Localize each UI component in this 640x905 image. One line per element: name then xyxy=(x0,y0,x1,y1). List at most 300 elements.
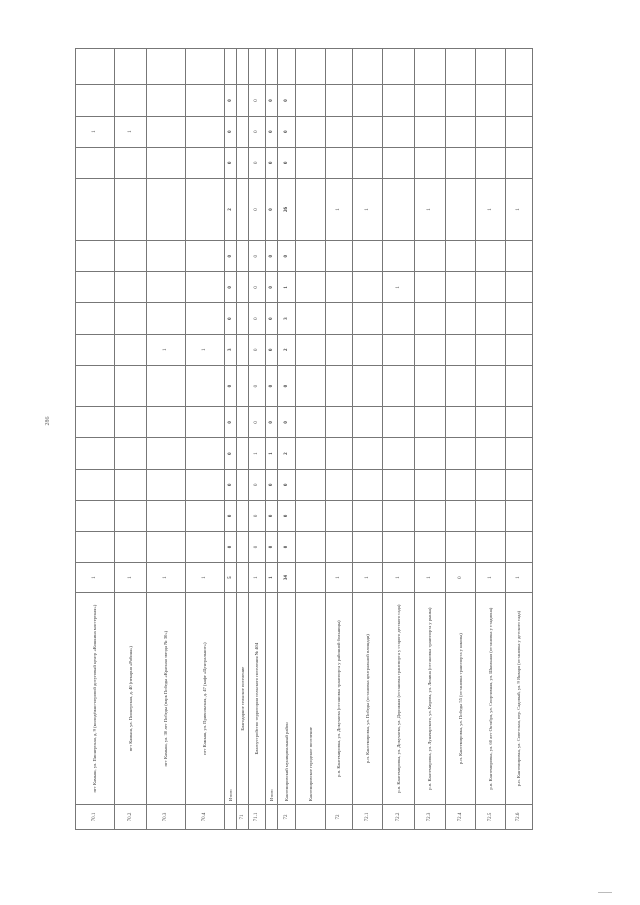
value-cell xyxy=(296,116,326,147)
value-cell: 1 xyxy=(415,178,446,240)
value-cell xyxy=(76,407,115,438)
row-name: пгт Камыш, ул. 30 лет Победы (парк Победы «Красная звезда № 30») xyxy=(147,593,186,805)
value-cell xyxy=(278,49,296,85)
value-cell xyxy=(237,531,249,562)
value-cell xyxy=(237,272,249,303)
page-number: 286 xyxy=(45,416,51,426)
value-cell: 1 xyxy=(383,563,415,593)
value-cell xyxy=(353,334,383,365)
value-cell: 0 xyxy=(225,272,237,303)
value-cell xyxy=(476,147,506,178)
value-cell xyxy=(415,365,446,407)
value-cell: 0 xyxy=(249,365,266,407)
value-cell: 0 xyxy=(249,147,266,178)
value-cell: 0 xyxy=(249,116,266,147)
value-cell xyxy=(296,365,326,407)
value-cell xyxy=(186,147,225,178)
value-cell xyxy=(186,272,225,303)
value-cell xyxy=(506,85,533,116)
value-cell xyxy=(326,469,353,500)
value-cell xyxy=(476,500,506,531)
value-cell: 0 xyxy=(225,147,237,178)
value-cell xyxy=(476,334,506,365)
value-cell xyxy=(115,147,147,178)
row-code: 72 xyxy=(326,805,353,830)
row-name: Итого xyxy=(266,593,278,805)
value-cell xyxy=(446,407,476,438)
value-cell xyxy=(147,178,186,240)
value-cell: 0 xyxy=(278,365,296,407)
value-cell xyxy=(115,85,147,116)
value-cell xyxy=(383,178,415,240)
row-code: 71 xyxy=(237,805,249,830)
value-cell xyxy=(76,334,115,365)
value-cell xyxy=(296,85,326,116)
value-cell xyxy=(147,272,186,303)
table-row xyxy=(446,49,476,830)
value-cell: 2 xyxy=(278,334,296,365)
value-cell xyxy=(115,334,147,365)
value-cell xyxy=(476,241,506,272)
value-cell xyxy=(237,563,249,593)
value-cell xyxy=(415,407,446,438)
value-cell xyxy=(415,531,446,562)
row-code xyxy=(296,805,326,830)
value-cell: 0 xyxy=(266,178,278,240)
table-row xyxy=(115,49,147,830)
value-cell xyxy=(186,49,225,85)
table-row xyxy=(383,49,415,830)
value-cell xyxy=(237,49,249,85)
row-code xyxy=(266,805,278,830)
value-cell: 0 xyxy=(249,272,266,303)
value-cell xyxy=(186,469,225,500)
value-cell xyxy=(506,438,533,469)
value-cell xyxy=(353,531,383,562)
value-cell xyxy=(415,500,446,531)
value-cell xyxy=(296,178,326,240)
row-name: Кантемировское городское поселение xyxy=(296,593,326,805)
value-cell xyxy=(415,49,446,85)
value-cell xyxy=(383,147,415,178)
value-cell: 1 xyxy=(415,563,446,593)
row-code: 70.2 xyxy=(115,805,147,830)
table-row xyxy=(353,49,383,830)
value-cell xyxy=(446,49,476,85)
value-cell xyxy=(415,438,446,469)
row-name: р.п. Кантемировка, ул. Луначарского, ул. Кирова, ул. Ленина (остановка транспорта у рынка) xyxy=(415,593,446,805)
table-row xyxy=(147,49,186,830)
value-cell xyxy=(115,303,147,334)
value-cell xyxy=(326,49,353,85)
value-cell xyxy=(186,241,225,272)
value-cell xyxy=(296,49,326,85)
value-cell xyxy=(115,365,147,407)
value-cell: 1 xyxy=(115,563,147,593)
value-cell: 0 xyxy=(225,241,237,272)
value-cell: 1 xyxy=(249,438,266,469)
row-name: р.п. Кантемировка, ул. Докучаева (остановка транспорта у районной больницы) xyxy=(326,593,353,805)
value-cell xyxy=(115,49,147,85)
value-cell xyxy=(506,500,533,531)
value-cell xyxy=(353,272,383,303)
row-name: пгт Камыш, ул. Пионерская, д. 9 (молодёжно-игровой досуговый центр «Кошкина мастерская») xyxy=(76,593,115,805)
value-cell xyxy=(506,116,533,147)
value-cell: 0 xyxy=(266,116,278,147)
value-cell xyxy=(353,438,383,469)
value-cell xyxy=(296,334,326,365)
value-cell: 1 xyxy=(147,563,186,593)
value-cell: 1 xyxy=(506,563,533,593)
row-name: р.п. Кантемировка, ул. Докучаева, ул. Дорожная (остановка транспорта у старого детского сада) xyxy=(383,593,415,805)
table-row xyxy=(249,49,266,830)
value-cell xyxy=(237,438,249,469)
value-cell: 1 xyxy=(186,334,225,365)
value-cell xyxy=(186,365,225,407)
value-cell xyxy=(446,469,476,500)
value-cell: 0 xyxy=(266,407,278,438)
value-cell: 2 xyxy=(278,438,296,469)
value-cell xyxy=(326,241,353,272)
value-cell: 1 xyxy=(76,116,115,147)
value-cell xyxy=(225,49,237,85)
value-cell xyxy=(383,116,415,147)
value-cell xyxy=(76,241,115,272)
value-cell xyxy=(76,438,115,469)
value-cell xyxy=(415,334,446,365)
value-cell xyxy=(296,303,326,334)
value-cell xyxy=(446,500,476,531)
value-cell xyxy=(506,365,533,407)
value-cell xyxy=(237,241,249,272)
value-cell xyxy=(186,116,225,147)
value-cell: 0 xyxy=(249,407,266,438)
value-cell: 0 xyxy=(249,500,266,531)
value-cell xyxy=(296,147,326,178)
value-cell xyxy=(326,334,353,365)
value-cell xyxy=(476,303,506,334)
value-cell xyxy=(76,49,115,85)
value-cell xyxy=(446,272,476,303)
value-cell: 0 xyxy=(249,241,266,272)
value-cell xyxy=(446,178,476,240)
value-cell xyxy=(296,407,326,438)
value-cell: 1 xyxy=(147,334,186,365)
table-row xyxy=(296,49,326,830)
value-cell xyxy=(506,469,533,500)
value-cell xyxy=(147,85,186,116)
value-cell xyxy=(115,178,147,240)
value-cell xyxy=(76,178,115,240)
value-cell xyxy=(353,85,383,116)
value-cell xyxy=(326,116,353,147)
value-cell xyxy=(506,531,533,562)
value-cell xyxy=(383,365,415,407)
row-code: 72.1 xyxy=(353,805,383,830)
value-cell xyxy=(353,49,383,85)
value-cell xyxy=(147,147,186,178)
value-cell xyxy=(383,531,415,562)
value-cell xyxy=(237,469,249,500)
value-cell xyxy=(446,303,476,334)
value-cell xyxy=(76,85,115,116)
value-cell xyxy=(147,469,186,500)
row-name: Итого xyxy=(225,593,237,805)
value-cell xyxy=(296,438,326,469)
value-cell xyxy=(186,178,225,240)
value-cell: 1 xyxy=(326,563,353,593)
value-cell xyxy=(383,438,415,469)
value-cell: 1 xyxy=(476,178,506,240)
value-cell xyxy=(446,334,476,365)
value-cell xyxy=(115,241,147,272)
value-cell xyxy=(353,469,383,500)
value-cell xyxy=(446,438,476,469)
value-cell xyxy=(115,531,147,562)
value-cell xyxy=(415,116,446,147)
value-cell: 0 xyxy=(225,116,237,147)
value-cell xyxy=(383,469,415,500)
value-cell xyxy=(383,49,415,85)
value-cell xyxy=(147,365,186,407)
value-cell: 0 xyxy=(225,407,237,438)
value-cell xyxy=(115,272,147,303)
value-cell: 3 xyxy=(225,334,237,365)
value-cell xyxy=(326,438,353,469)
row-name: пгт Камыш, ул. Пионерская, д. 40 (пекарня «Рябина») xyxy=(115,593,147,805)
value-cell: 0 xyxy=(266,500,278,531)
value-cell xyxy=(506,49,533,85)
row-code: 72.3 xyxy=(415,805,446,830)
value-cell xyxy=(353,241,383,272)
value-cell xyxy=(446,531,476,562)
value-cell: 0 xyxy=(278,116,296,147)
table-row xyxy=(326,49,353,830)
value-cell xyxy=(446,147,476,178)
value-cell xyxy=(353,365,383,407)
value-cell xyxy=(186,500,225,531)
value-cell: 0 xyxy=(249,469,266,500)
row-code xyxy=(225,805,237,830)
value-cell: 1 xyxy=(266,438,278,469)
value-cell xyxy=(326,272,353,303)
value-cell xyxy=(506,303,533,334)
row-code: 72.6 xyxy=(506,805,533,830)
row-name: р.п. Кантемировка, ул. Победы (остановка центральной площади) xyxy=(353,593,383,805)
value-cell xyxy=(383,241,415,272)
value-cell xyxy=(446,85,476,116)
value-cell xyxy=(76,500,115,531)
value-cell xyxy=(476,469,506,500)
value-cell xyxy=(476,531,506,562)
value-cell xyxy=(506,407,533,438)
value-cell: 2 xyxy=(225,178,237,240)
value-cell xyxy=(115,500,147,531)
table-row xyxy=(278,49,296,830)
value-cell xyxy=(415,469,446,500)
table-row xyxy=(506,49,533,830)
value-cell xyxy=(147,531,186,562)
value-cell xyxy=(506,241,533,272)
value-cell xyxy=(383,334,415,365)
value-cell: 0 xyxy=(225,303,237,334)
value-cell: 0 xyxy=(249,531,266,562)
value-cell xyxy=(237,147,249,178)
value-cell xyxy=(115,469,147,500)
value-cell xyxy=(446,241,476,272)
value-cell xyxy=(326,303,353,334)
value-cell: 0 xyxy=(278,241,296,272)
value-cell: 1 xyxy=(506,178,533,240)
value-cell: 0 xyxy=(225,365,237,407)
row-name: р.п. Кантемировка, ул. 60 лет Октября, ул. Спортивная, ул. Школьная (остановка у стадиона) xyxy=(476,593,506,805)
row-code: 70.1 xyxy=(76,805,115,830)
value-cell xyxy=(476,407,506,438)
value-cell: 0 xyxy=(278,469,296,500)
value-cell xyxy=(237,365,249,407)
value-cell: 26 xyxy=(278,178,296,240)
row-code: 72.4 xyxy=(446,805,476,830)
row-name: р.п. Кантемировка, ул. Советская, пер. Садовый, ул. 9 Января (остановка у детского сада) xyxy=(506,593,533,805)
value-cell xyxy=(147,241,186,272)
value-cell xyxy=(383,407,415,438)
row-code: 70.4 xyxy=(186,805,225,830)
value-cell xyxy=(186,85,225,116)
value-cell xyxy=(296,531,326,562)
value-cell xyxy=(76,365,115,407)
value-cell xyxy=(353,500,383,531)
value-cell xyxy=(476,85,506,116)
value-cell xyxy=(326,85,353,116)
value-cell: 1 xyxy=(383,272,415,303)
value-cell: 0 xyxy=(249,303,266,334)
row-name: Благоустройство территории сельского поселения № 404 xyxy=(249,593,266,805)
value-cell xyxy=(186,407,225,438)
value-cell xyxy=(326,147,353,178)
value-cell: 1 xyxy=(326,178,353,240)
value-cell xyxy=(76,147,115,178)
value-cell: 0 xyxy=(225,438,237,469)
value-cell xyxy=(76,303,115,334)
value-cell: 1 xyxy=(115,116,147,147)
value-cell xyxy=(237,116,249,147)
value-cell xyxy=(237,303,249,334)
value-cell: 0 xyxy=(266,303,278,334)
table-row xyxy=(76,49,115,830)
value-cell: 5 xyxy=(225,563,237,593)
row-code: 72 xyxy=(278,805,296,830)
row-name: р.п. Кантемировка, ул. Победы 55 (остановка транспорта у школы) xyxy=(446,593,476,805)
value-cell: 0 xyxy=(266,469,278,500)
value-cell: 1 xyxy=(266,563,278,593)
value-cell xyxy=(383,500,415,531)
value-cell xyxy=(476,49,506,85)
value-cell xyxy=(383,303,415,334)
value-cell xyxy=(147,303,186,334)
value-cell: 0 xyxy=(278,500,296,531)
row-code: 70.3 xyxy=(147,805,186,830)
value-cell xyxy=(147,407,186,438)
value-cell xyxy=(266,49,278,85)
value-cell xyxy=(326,365,353,407)
value-cell: 0 xyxy=(266,334,278,365)
value-cell: 1 xyxy=(353,563,383,593)
value-cell: 0 xyxy=(225,469,237,500)
value-cell: 0 xyxy=(278,147,296,178)
value-cell: 0 xyxy=(266,147,278,178)
value-cell xyxy=(476,272,506,303)
value-cell: 0 xyxy=(249,85,266,116)
value-cell: 0 xyxy=(225,500,237,531)
value-cell xyxy=(237,85,249,116)
value-cell: 0 xyxy=(225,531,237,562)
value-cell xyxy=(476,116,506,147)
value-cell xyxy=(237,407,249,438)
value-cell xyxy=(147,500,186,531)
table-row xyxy=(186,49,225,830)
value-cell: 0 xyxy=(266,531,278,562)
value-cell xyxy=(326,500,353,531)
row-code: 71.1 xyxy=(249,805,266,830)
value-cell xyxy=(446,365,476,407)
rotated-table xyxy=(75,48,522,830)
value-cell xyxy=(147,438,186,469)
value-cell: 0 xyxy=(278,407,296,438)
value-cell xyxy=(415,147,446,178)
row-code: 72.5 xyxy=(476,805,506,830)
value-cell xyxy=(76,272,115,303)
value-cell: 1 xyxy=(353,178,383,240)
value-cell xyxy=(506,272,533,303)
value-cell xyxy=(353,407,383,438)
data-table xyxy=(75,48,533,830)
value-cell xyxy=(415,272,446,303)
value-cell: 1 xyxy=(76,563,115,593)
value-cell: 0 xyxy=(249,334,266,365)
row-name: пгт Камыш, ул. Привольская, д. 47 (кафе «Центральное») xyxy=(186,593,225,805)
rotated-table-frame xyxy=(75,48,522,830)
value-cell xyxy=(296,500,326,531)
table-row xyxy=(476,49,506,830)
table-body xyxy=(76,49,533,830)
row-name: Кантемировский муниципальный район xyxy=(278,593,296,805)
value-cell xyxy=(237,334,249,365)
value-cell xyxy=(506,147,533,178)
value-cell: 0 xyxy=(266,85,278,116)
value-cell xyxy=(415,85,446,116)
value-cell: 1 xyxy=(476,563,506,593)
value-cell xyxy=(415,241,446,272)
value-cell xyxy=(237,500,249,531)
value-cell: 1 xyxy=(278,272,296,303)
value-cell: 1 xyxy=(249,563,266,593)
value-cell xyxy=(383,85,415,116)
table-row xyxy=(415,49,446,830)
value-cell: 0 xyxy=(446,563,476,593)
value-cell xyxy=(326,531,353,562)
value-cell: 3 xyxy=(278,303,296,334)
value-cell: 0 xyxy=(266,272,278,303)
value-cell: 0 xyxy=(266,241,278,272)
value-cell: 0 xyxy=(278,85,296,116)
value-cell xyxy=(353,116,383,147)
value-cell: 34 xyxy=(278,563,296,593)
value-cell xyxy=(326,407,353,438)
value-cell: 0 xyxy=(249,178,266,240)
value-cell xyxy=(147,116,186,147)
value-cell xyxy=(147,49,186,85)
value-cell xyxy=(415,303,446,334)
